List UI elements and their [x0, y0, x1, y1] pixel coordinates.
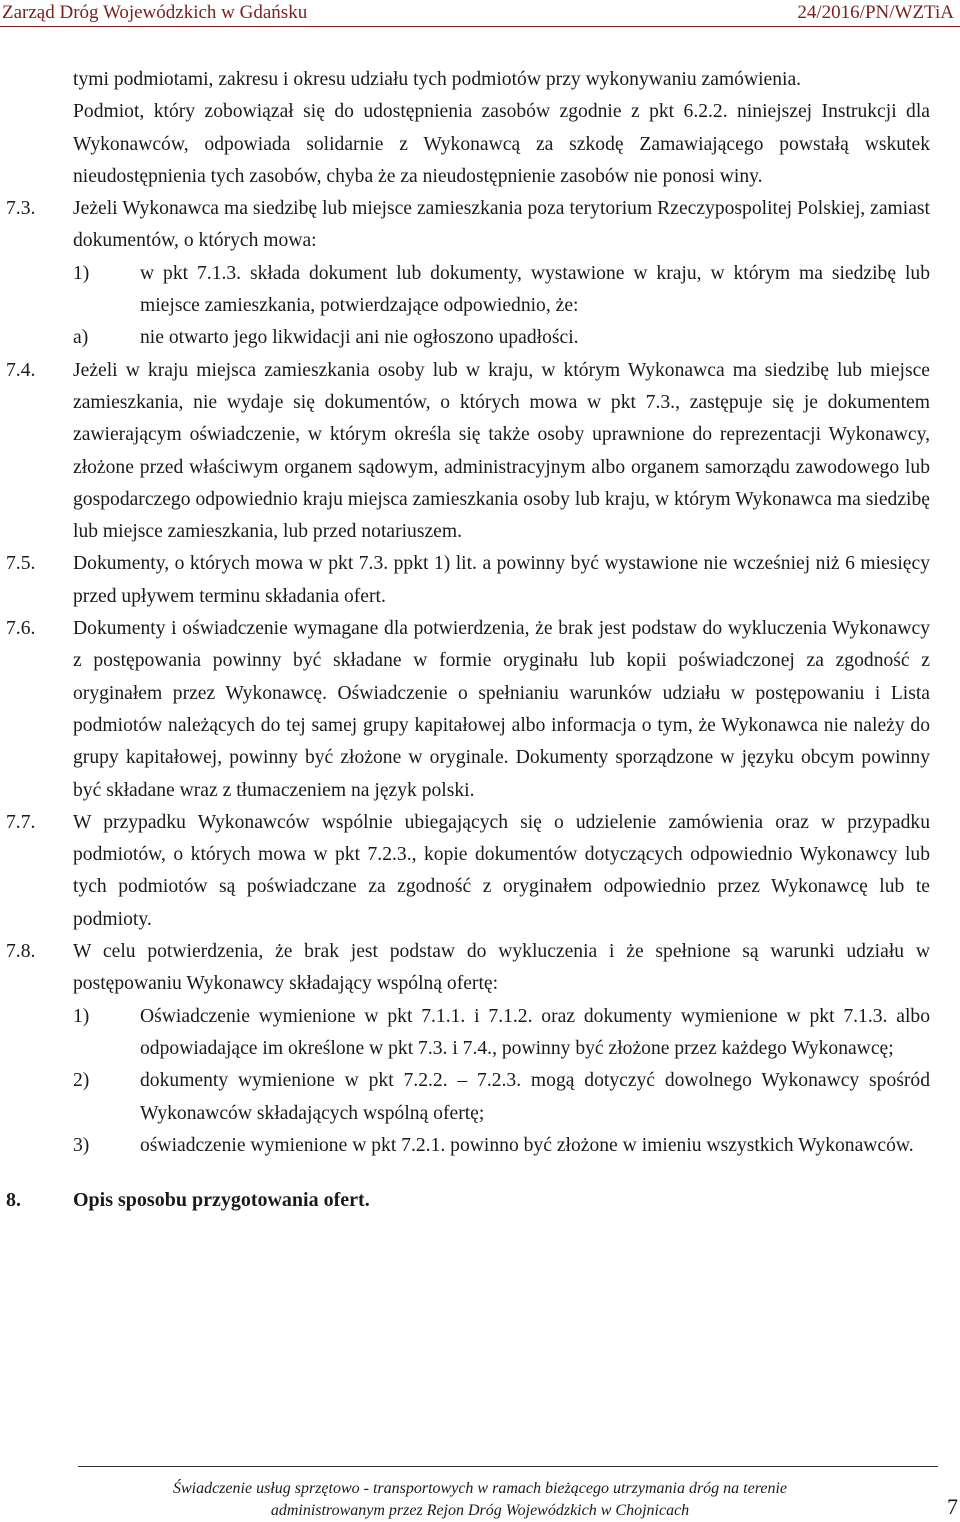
paragraph-text: tymi podmiotami, zakresu i okresu udziału tych podmiotów przy wykonywaniu zamówienia.: [73, 69, 802, 90]
header-organization: Zarząd Dróg Wojewódzkich w Gdańsku: [2, 2, 308, 23]
paragraph-text: Jeżeli w kraju miejsca zamieszkania osoby lub w kraju, w którym Wykonawca ma siedzibę lub miejsce zamieszkania, nie wydaje się dokumentów, o których mowa w pkt 7.3., zastępuje się je dokumentem zawierającym oświadczenie, w którym określa się także osoby uprawnione do reprezentacji Wykonawcy, złożone przed właściwym organem sądowym, administracyjnym albo organem samorządu zawodowego lub gospodarczego odpowiednio kraju miejsca zamieszkania osoby lub kraju, w którym Wykonawca ma siedzibę lub miejsce zamieszkania, lub przed notariuszem.: [73, 359, 930, 543]
list-item-number: 2): [73, 1070, 90, 1092]
list-item-letter: a): [73, 327, 89, 349]
list-item-text: Oświadczenie wymienione w pkt 7.1.1. i 7.1.2. oraz dokumenty wymienione w pkt 7.1.3. albo odpowiadające im określone w pkt 7.3. i 7.4., powinny być złożone przez każdego Wykonawcę;: [140, 1005, 930, 1059]
section-title: Opis sposobu przygotowania ofert.: [73, 1189, 370, 1212]
page-header: [0, 0, 960, 27]
paragraph-7-7: [0, 807, 960, 936]
list-item-text: oświadczenie wymienione w pkt 7.2.1. powinno być złożone w imieniu wszystkich Wykonawców.: [140, 1134, 914, 1156]
paragraph-number: 7.4.: [6, 359, 36, 381]
paragraph-text: Dokumenty i oświadczenie wymagane dla potwierdzenia, że brak jest podstaw do wykluczenia Wykonawcy z postępowania powinny być składane w formie oryginału lub kopii poświadczonej za zgodność z oryginałem przez Wykonawcę. Oświadczenie o spełnianiu warunków udziału w postępowaniu i Lista podmiotów należących do tej samej grupy kapitałowej albo informacja o tym, że Wykonawca nie należy do grupy kapitałowej, powinny być złożone w oryginale. Dokumenty sporządzone w języku obcym powinny być składane wraz z tłumaczeniem na język polski.: [73, 618, 930, 801]
paragraph-7-5: [0, 548, 960, 613]
header-divider: [0, 26, 960, 27]
footer-line-2: administrowanym przez Rejon Dróg Wojewódzkich w Chojnicach: [270, 1502, 690, 1519]
list-item-7-3-a: [0, 322, 960, 354]
page-number: 7: [947, 1494, 958, 1519]
list-item-number: 1): [73, 262, 90, 284]
list-item-7-3-1: [0, 258, 960, 323]
paragraph-number: 7.3.: [6, 198, 36, 220]
page-footer: [0, 1478, 960, 1522]
list-item-7-8-3: [0, 1130, 960, 1162]
paragraph-number: 7.5.: [6, 553, 36, 575]
document-body: [0, 64, 960, 1216]
paragraph-continuation: [0, 64, 960, 96]
paragraph-7-4: [0, 355, 960, 549]
list-item-number: 3): [73, 1134, 90, 1156]
paragraph-number: 7.6.: [6, 618, 36, 640]
paragraph-text: W celu potwierdzenia, że brak jest podstaw do wykluczenia i że spełnione są warunki udziału w postępowaniu Wykonawcy składający wspólną ofertę:: [73, 941, 930, 995]
paragraph-text: Podmiot, który zobowiązał się do udostępnienia zasobów zgodnie z pkt 6.2.2. niniejszej Instrukcji dla Wykonawców, odpowiada solidarnie z Wykonawcą za szkodę Zamawiającego powstałą wskutek nieudostępnienia tych zasobów, chyba że za nieudostępnienie zasobów nie ponosi winy.: [73, 101, 930, 187]
list-item-text: nie otwarto jego likwidacji ani nie ogłoszono upadłości.: [140, 327, 579, 349]
header-reference-number: 24/2016/PN/WZTiA: [797, 2, 954, 23]
paragraph-text: Jeżeli Wykonawca ma siedzibę lub miejsce zamieszkania poza terytorium Rzeczypospolitej Polskiej, zamiast dokumentów, o których mowa:: [73, 198, 930, 252]
paragraph-number: 7.7.: [6, 811, 36, 833]
list-item-number: 1): [73, 1005, 90, 1027]
list-item-text: w pkt 7.1.3. składa dokument lub dokumenty, wystawione w kraju, w którym ma siedzibę lub miejsce zamieszkania, potwierdzające odpowiednio, że:: [140, 262, 930, 317]
list-item-text: dokumenty wymienione w pkt 7.2.2. – 7.2.3. mogą dotyczyć dowolnego Wykonawcy spośród Wykonawców składających wspólną ofertę;: [140, 1070, 930, 1124]
paragraph-number: 7.8.: [6, 941, 36, 963]
list-item-7-8-1: [0, 1001, 960, 1066]
paragraph-resource-liability: [0, 96, 960, 193]
paragraph-text: Dokumenty, o których mowa w pkt 7.3. ppkt 1) lit. a powinny być wystawione nie wcześniej niż 6 miesięcy przed upływem terminu składania ofert.: [73, 553, 930, 607]
footer-line-1: Świadczenie usług sprzętowo - transportowych w ramach bieżącego utrzymania dróg na terenie: [172, 1480, 788, 1497]
footer-divider: [78, 1466, 938, 1467]
section-heading-8: [0, 1184, 960, 1216]
paragraph-7-3: [0, 193, 960, 258]
paragraph-7-8: [0, 936, 960, 1001]
section-number: 8.: [6, 1189, 21, 1212]
paragraph-text: W przypadku Wykonawców wspólnie ubiegających się o udzielenie zamówienia oraz w przypadku podmiotów, o których mowa w pkt 7.2.3., kopie dokumentów dotyczących odpowiednio Wykonawcy lub tych podmiotów są poświadczane za zgodność z oryginałem odpowiednio przez Wykonawcę lub te podmioty.: [73, 811, 930, 930]
list-item-7-8-2: [0, 1065, 960, 1130]
paragraph-7-6: [0, 613, 960, 807]
